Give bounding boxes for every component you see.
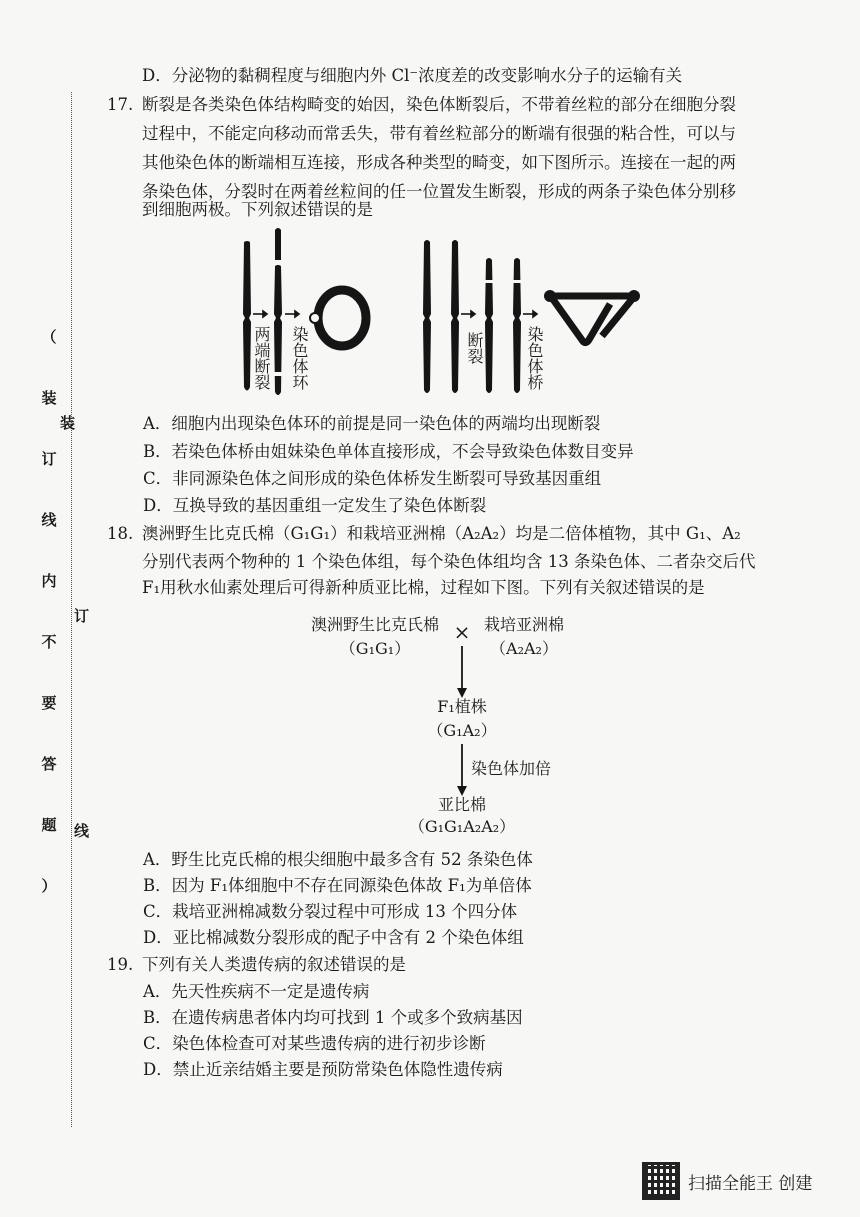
parent2-genome: （A₂A₂） <box>490 639 558 658</box>
q18-stem-line: F₁用秋水仙素处理后可得新种质亚比棉，过程如下图。下列有关叙述错误的是 <box>142 578 705 597</box>
q18-stem-line: 分别代表两个物种的 1 个染色体组，每个染色体组均含 13 条染色体、二者杂交后代 <box>142 552 756 571</box>
q19-option-a: A．先天性疾病不一定是遗传病 <box>143 982 370 1001</box>
result-genome: （G₁G₁A₂A₂） <box>408 817 516 836</box>
step-doubling: 染色体加倍 <box>470 759 551 778</box>
binding-char: 线 <box>41 511 57 529</box>
binding-char: ） <box>41 877 57 895</box>
chromosome-ring <box>310 290 366 346</box>
q18-number: 18. <box>107 524 134 543</box>
q17-stem-line: 其他染色体的断端相互连接，形成各种类型的畸变，如下图所示。连接在一起的两 <box>142 153 736 172</box>
q16-option-d: D．分泌物的黏稠程度与细胞内外 Cl⁻浓度差的改变影响水分子的运输有关 <box>142 66 683 85</box>
binding-char: （ <box>41 328 57 346</box>
binding-notice <box>38 330 60 894</box>
cross-symbol: × <box>453 620 471 644</box>
watermark-text: 扫描全能王 创建 <box>688 1173 813 1194</box>
parent2-name: 栽培亚洲棉 <box>483 615 564 634</box>
q19-option-c: C．染色体检查可对某些遗传病的进行初步诊断 <box>143 1034 486 1053</box>
arrow-icon <box>461 311 537 317</box>
parent1-genome: （G₁G₁） <box>339 639 411 658</box>
binding-char: 不 <box>41 633 57 651</box>
figure-label-chromosome-bridge: 染色体桥 <box>525 326 544 390</box>
scanner-watermark <box>642 1162 812 1200</box>
q17-option-b: B．若染色体桥由姐妹染色单体直接形成，不会导致染色体数目变异 <box>143 442 634 461</box>
binding-char: 内 <box>41 572 57 590</box>
q18-option-b: B．因为 F₁体细胞中不存在同源染色体故 F₁为单倍体 <box>143 876 532 895</box>
q19-stem: 下列有关人类遗传病的叙述错误的是 <box>142 955 406 974</box>
q17-stem-line: 到细胞两极。下列叙述错误的是 <box>142 200 373 219</box>
figure-label-both-ends-break: 两端断裂 <box>252 326 271 390</box>
chromosome-pair-right <box>423 240 523 393</box>
binding-char: 题 <box>41 816 57 834</box>
q17-option-d: D．互换导致的基因重组一定发生了染色体断裂 <box>143 496 487 515</box>
q17-stem-line: 断裂是各类染色体结构畸变的始因，染色体断裂后，不带着丝粒的部分在细胞分裂 <box>142 95 736 114</box>
q18-option-a: A．野生比克氏棉的根尖细胞中最多含有 52 条染色体 <box>143 850 533 869</box>
binding-char: 订 <box>41 450 57 468</box>
q17-option-a: A．细胞内出现染色体环的前提是同一染色体的两端均出现断裂 <box>143 414 601 433</box>
binding-char: 要 <box>41 694 57 712</box>
q17-number: 17. <box>107 95 134 114</box>
q17-stem-line: 条染色体，分裂时在两着丝粒间的任一位置发生断裂，形成的两条子染色体分别移 <box>142 182 736 201</box>
q17-stem-line: 过程中，不能定向移动而常丢失，带有着丝粒部分的断端有很强的粘合性，可以与 <box>142 124 736 143</box>
q19-number: 19. <box>107 955 134 974</box>
binding-mark-ding: 订 <box>74 607 90 625</box>
q18-option-d: D．亚比棉减数分裂形成的配子中含有 2 个染色体组 <box>143 928 524 947</box>
qr-code-icon <box>642 1162 680 1200</box>
q18-option-c: C．栽培亚洲棉减数分裂过程中可形成 13 个四分体 <box>143 902 518 921</box>
figure-label-chromosome-ring: 染色体环 <box>290 326 309 390</box>
result-name: 亚比棉 <box>437 795 486 814</box>
binding-char: 装 <box>41 389 57 407</box>
figure-label-break: 断裂 <box>465 332 484 364</box>
q18-stem-line: 澳洲野生比克氏棉（G₁G₁）和栽培亚洲棉（A₂A₂）均是二倍体植物，其中 G₁、A₂ <box>142 524 741 543</box>
parent1-name: 澳洲野生比克氏棉 <box>310 615 439 634</box>
f1-genome: （G₁A₂） <box>427 721 497 740</box>
binding-mark-xian: 线 <box>74 822 90 840</box>
q17-option-c: C．非同源染色体之间形成的染色体桥发生断裂可导致基因重组 <box>143 469 602 488</box>
binding-dotted-line <box>71 92 72 1127</box>
q19-option-d: D．禁止近亲结婚主要是预防常染色体隐性遗传病 <box>143 1060 503 1079</box>
chromosome-bridge <box>544 290 640 343</box>
f1-name: F₁植株 <box>437 697 487 716</box>
binding-mark-zhuang: 装 <box>60 414 76 432</box>
binding-char: 答 <box>41 755 57 773</box>
q19-option-b: B．在遗传病患者体内均可找到 1 个或多个致病基因 <box>143 1008 523 1027</box>
